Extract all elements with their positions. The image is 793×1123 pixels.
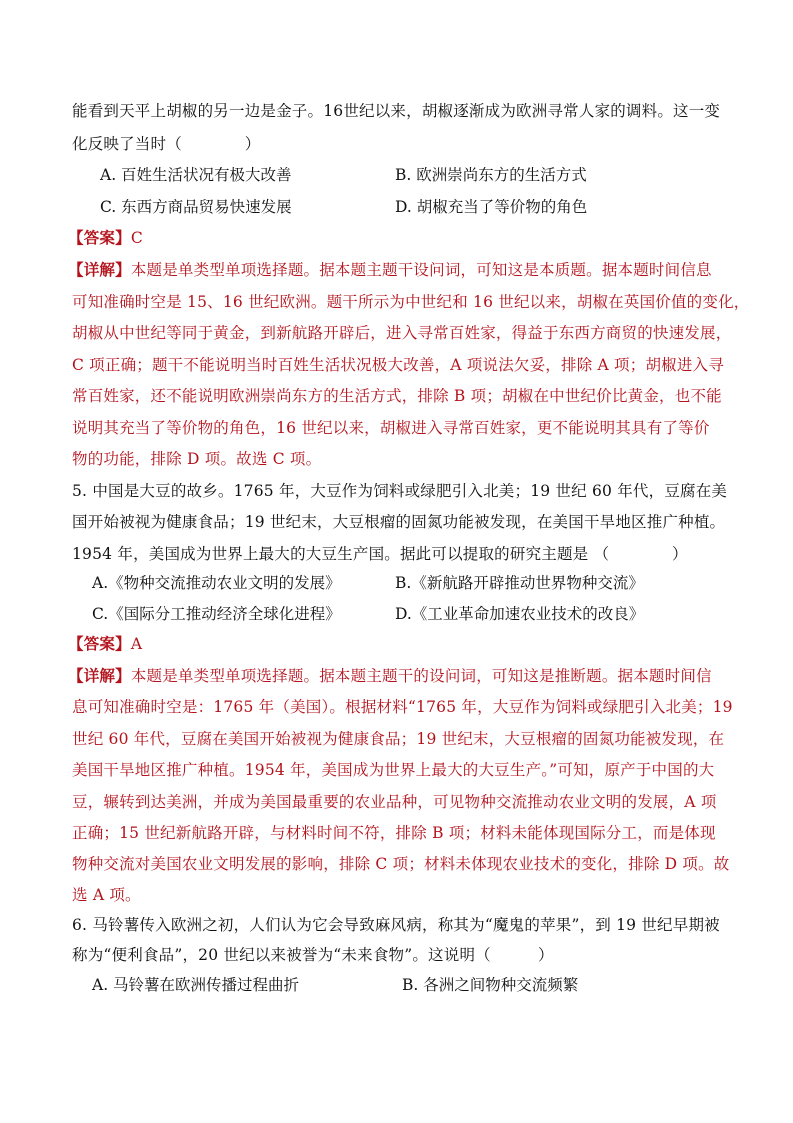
q4-detail-line-2: 可知准确时空是 15、16 世纪欧洲。题干所示为中世纪和 16 世纪以来，胡椒在英国价值的变化， (72, 293, 750, 311)
q4-option-c: C. 东西方商品贸易快速发展 (100, 198, 292, 216)
q4-stem-line-1: 能看到天平上胡椒的另一边是金子。16世纪以来，胡椒逐渐成为欧洲寻常人家的调料。这一变 (72, 102, 721, 120)
q6-option-b: B. 各洲之间物种交流频繁 (402, 976, 579, 994)
q4-option-a: A. 百姓生活状况有极大改善 (100, 166, 292, 184)
q5-stem-line-1: 5. 中国是大豆的故乡。1765 年，大豆作为饲料或绿肥引入北美；19 世纪 60 年代，豆腐在美 (72, 482, 728, 500)
q5-detail-line-6: 正确；15 世纪新航路开辟，与材料时间不符，排除 B 项；材料未能体现国际分工，而是体现 (72, 824, 716, 842)
q5-stem-line-3: 1954 年，美国成为世界上最大的大豆生产国。据此可以提取的研究主题是 （ ） (72, 545, 688, 563)
q4-detail-line-3: 胡椒从中世纪等同于黄金，到新航路开辟后，进入寻常百姓家，得益于东西方商贸的快速发展， (72, 324, 732, 342)
detail-text: 本题是单类型单项选择题。据本题主题干的设问词，可知这是推断题。据本题时间信 (130, 667, 712, 685)
q5-option-c: C.《国际分工推动经济全球化进程》 (92, 605, 341, 623)
answer-value: C (130, 229, 143, 247)
q5-answer (68, 634, 142, 654)
detail-tag: 【详解】 (68, 260, 131, 279)
answer-tag: 【答案】 (68, 634, 131, 653)
q4-stem-line-2: 化反映了当时（ ） (72, 135, 261, 153)
q6-stem-line-2: 称为“便利食品”，20 世纪以来被誉为“未来食物”。这说明（ ） (72, 946, 554, 964)
q4-detail-line-1 (68, 260, 712, 280)
q6-option-a: A. 马铃薯在欧洲传播过程曲折 (92, 976, 300, 994)
q5-detail-line-4: 美国干旱地区推广种植。1954 年，美国成为世界上最大的大豆生产。”可知，原产于中国的大 (72, 761, 715, 779)
q4-detail-line-4: C 项正确；题干不能说明当时百姓生活状况极大改善，A 项说法欠妥，排除 A 项；胡椒进入寻 (72, 356, 724, 374)
q4-answer (68, 228, 143, 248)
q4-detail-line-7: 物的功能，排除 D 项。故选 C 项。 (72, 450, 322, 468)
q5-option-d: D.《工业革命加速农业技术的改良》 (395, 605, 645, 623)
q5-detail-line-3: 世纪 60 年代，豆腐在美国开始被视为健康食品；19 世纪末，大豆根瘤的固氮功能被发现，在 (72, 730, 725, 748)
q4-option-b: B. 欧洲崇尚东方的生活方式 (395, 166, 587, 184)
q5-option-a: A.《物种交流推动农业文明的发展》 (92, 574, 341, 592)
q5-detail-line-7: 物种交流对美国农业文明发展的影响，排除 C 项；材料未体现农业技术的变化，排除 D 项。故 (72, 855, 730, 873)
q4-detail-line-6: 说明其充当了等价物的角色，16 世纪以来，胡椒进入寻常百姓家，更不能说明其具有了等价 (72, 419, 710, 437)
detail-text: 本题是单类型单项选择题。据本题主题干设问词，可知这是本质题。据本题时间信息 (130, 261, 712, 279)
q5-detail-line-2: 息可知准确时空是：1765 年（美国）。根据材料“1765 年，大豆作为饲料或绿肥引入北美；19 (72, 698, 733, 716)
q5-detail-line-8: 选 A 项。 (72, 886, 141, 904)
answer-tag: 【答案】 (68, 228, 131, 247)
answer-value: A (130, 635, 143, 653)
q5-detail-line-1 (68, 666, 712, 686)
detail-tag: 【详解】 (68, 666, 131, 685)
q5-stem-line-2: 国开始被视为健康食品；19 世纪末，大豆根瘤的固氮功能被发现，在美国干旱地区推广种植。 (72, 513, 726, 531)
q6-stem-line-1: 6. 马铃薯传入欧洲之初，人们认为它会导致麻风病，称其为“魔鬼的苹果”，到 19 世纪早期被 (72, 916, 720, 934)
q5-option-b: B.《新航路开辟推动世界物种交流》 (395, 574, 644, 592)
q4-detail-line-5: 常百姓家，还不能说明欧洲崇尚东方的生活方式，排除 B 项；胡椒在中世纪价比黄金，也不能 (72, 387, 722, 405)
q4-option-d: D. 胡椒充当了等价物的角色 (395, 198, 588, 216)
q5-detail-line-5: 豆，辗转到达美洲，并成为美国最重要的农业品种，可见物种交流推动农业文明的发展，A 项 (72, 793, 717, 811)
